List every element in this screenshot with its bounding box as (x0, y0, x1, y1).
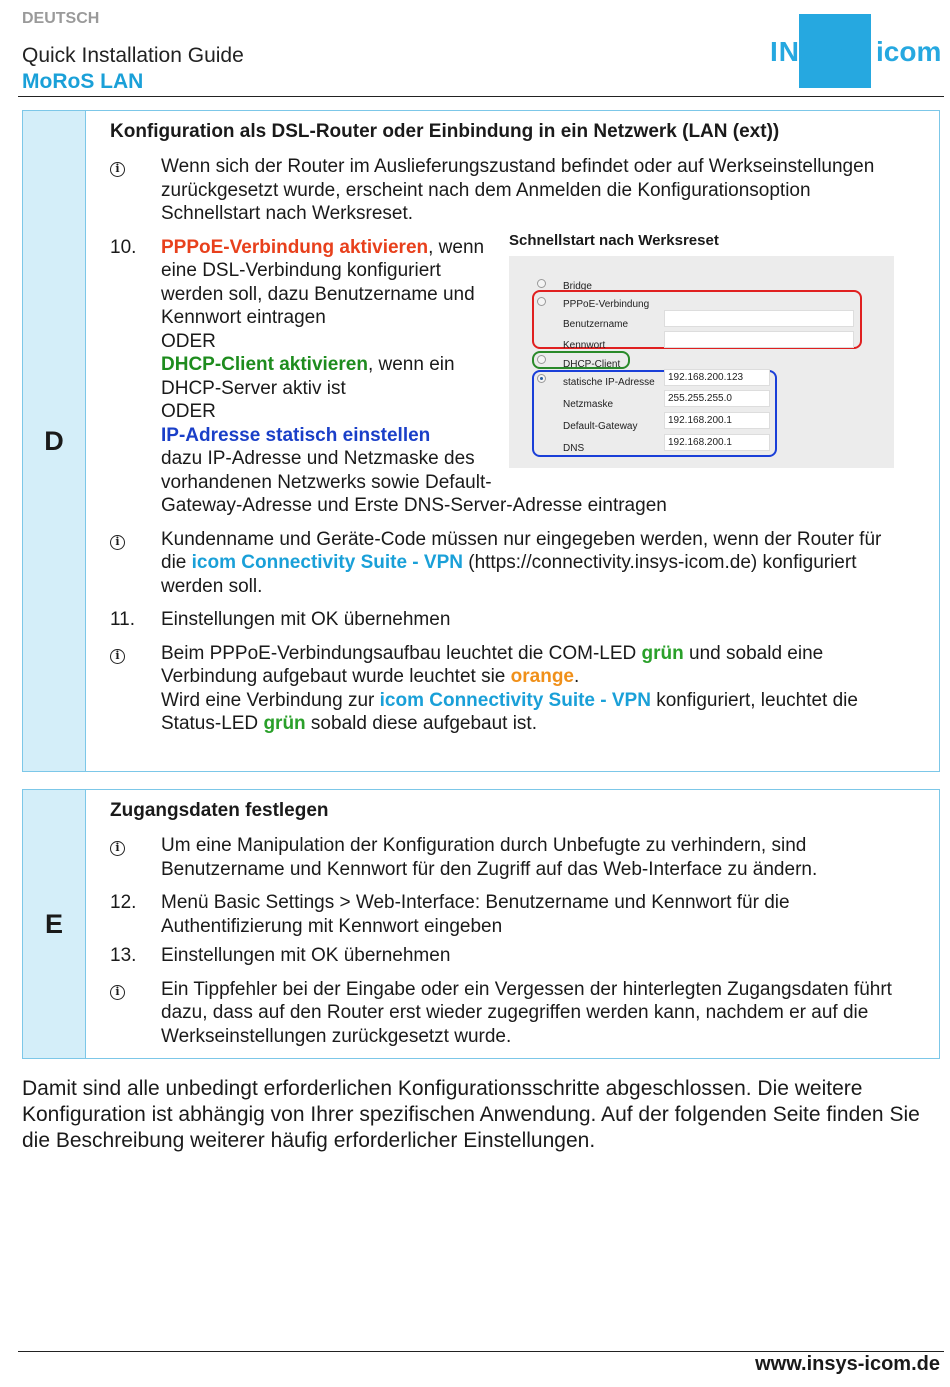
info-icon: i (110, 649, 125, 664)
product-name: MoRoS LAN (22, 70, 144, 93)
insys-icom-logo: INSYS icom (770, 14, 942, 88)
section-title: Zugangsdaten festlegen (110, 800, 329, 821)
info-icon: i (110, 162, 125, 177)
step-13: 13. Einstellungen mit OK übernehmen (110, 945, 451, 966)
closing-paragraph: Damit sind alle unbedingt erforderlichen Konfigurationsschritte abgeschlossen. Die weitere Konfiguration ist abhängig von Ihrer spezifischen Anwendung. Auf der folgenden Seite finden Sie die Beschreibung weiterer häufig erforderlicher Einstellungen. (22, 1077, 920, 1152)
quickstart-figure (501, 228, 911, 468)
info-note: i Beim PPPoE-Verbindungsaufbau leuchtet die COM-LED grün und sobald eine Verbindung aufgebaut wurde leuchtet sie orange. Wird eine Verbindung zur icom Connectivity Suite - VPN konfiguriert, leuchtet die Status-LED grün sobald diese aufgebaut ist. (110, 642, 919, 736)
section-letter: E (23, 790, 86, 1058)
section-e (22, 789, 940, 1059)
section-letter: D (23, 111, 86, 771)
info-icon: i (110, 841, 125, 856)
info-icon: i (110, 535, 125, 550)
info-note: i Wenn sich der Router im Auslieferungszustand befindet oder auf Werkseinstellungen zurückgesetzt wurde, erscheint nach dem Anmelden die Konfigurationsoption Schnellstart nach Werksreset. (110, 155, 919, 226)
settings-screenshot: Bridge PPPoE-Verbindung Benutzername Kennwort DHCP-Client statische IP-Adresse 192.168.200.123 Netzmaske 255.255.255.0 Default-Gateway 192.168.200.1 DNS 192.168.200.1 (509, 256, 894, 468)
footer-url[interactable]: www.insys-icom.de (755, 1353, 940, 1375)
step-12: 12. Menü Basic Settings > Web-Interface: Benutzername und Kennwort für die Authentifizierung mit Kennwort eingeben (110, 892, 790, 937)
step-11: 11. Einstellungen mit OK übernehmen (110, 609, 451, 630)
language-label: DEUTSCH (22, 10, 100, 27)
info-note: i Um eine Manipulation der Konfiguration durch Unbefugte zu verhindern, sind Benutzername und Kennwort für den Zugriff auf das Web-Interface zu ändern. (110, 834, 919, 881)
footer-divider (18, 1351, 944, 1352)
section-d (22, 110, 940, 772)
info-note: i Kundenname und Geräte-Code müssen nur eingegeben werden, wenn der Router für die icom Connectivity Suite - VPN (https://connectivity.insys-icom.de) konfiguriert werden soll. (110, 528, 919, 599)
figure-title: Schnellstart nach Werksreset (509, 231, 719, 249)
section-title: Konfiguration als DSL-Router oder Einbindung in ein Netzwerk (LAN (ext)) (110, 121, 780, 142)
info-icon: i (110, 985, 125, 1000)
doc-type: Quick Installation Guide (22, 44, 244, 67)
header-divider (18, 96, 944, 97)
info-note: i Ein Tippfehler bei der Eingabe oder ein Vergessen der hinterlegten Zugangsdaten führt dazu, dass auf den Router erst wieder zugegriffen werden kann, nachdem er auf die Werkseinstellungen zurückgesetzt wurde. (110, 978, 919, 1049)
step-10: 10. Schnellstart nach Werksreset Bridge PPPoE-Verbindung Benutzername Kennwort DHCP-Client statische IP-Adresse 192.168.200.123 Netzmaske 255.255.255.0 Default-Gateway 192.168.200.1 DNS 192.168.200.1 PPPoE-Verbindung aktivieren, wenn eine DSL-Verbindung konfiguriert werden soll, dazu Benutzername und Kennwort eintragen ODER DHCP-Client aktivieren, wenn ein DHCP-Server aktiv ist ODER IP-Adresse statisch einstellen dazu IP-Adresse und Netzmaske des vorhandenen Netzwerks sowie Default-Gateway-Adresse und Erste DNS-Server-Adresse eintragen (110, 236, 919, 518)
